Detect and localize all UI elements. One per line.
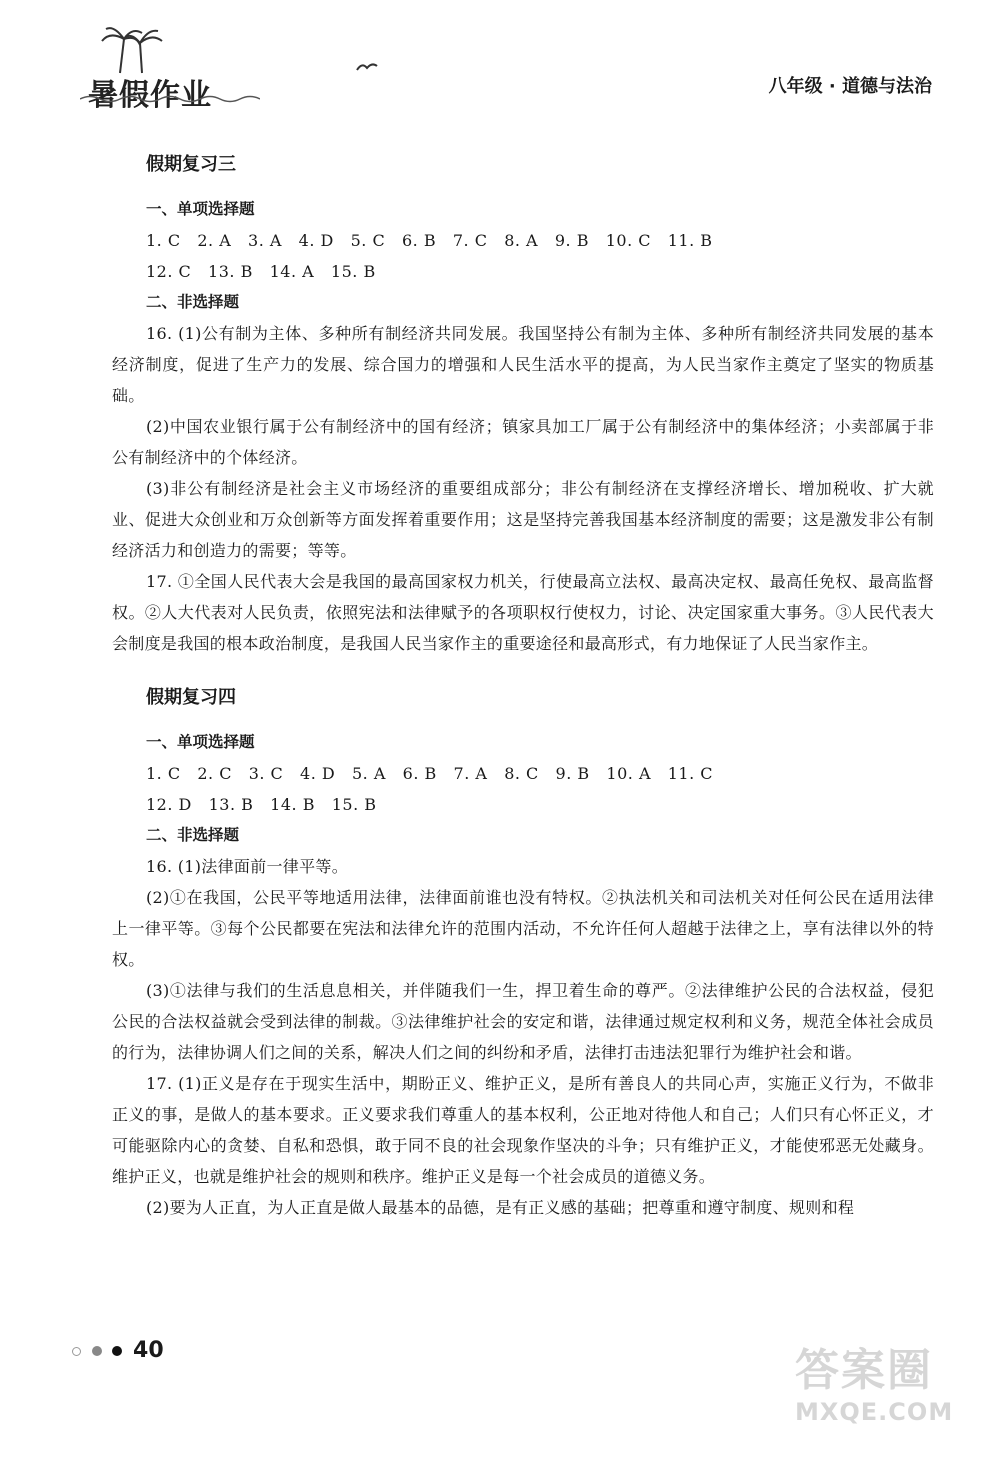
answer-paragraph: 16. (1)法律面前一律平等。 xyxy=(146,857,348,876)
answer-paragraph: (3)非公有制经济是社会主义市场经济的重要组成部分；非公有制经济在支撑经济增长、增加税收、扩大就业、促进大众创业和万众创新等方面发挥着重要作用；这是坚持完善我国基本经济制度的需要；这是激发非公有制经济活力和创造力的需要；等等。 xyxy=(112,479,934,560)
header-title: 八年级 · 道德与法治 xyxy=(768,76,932,97)
palm-tree-icon xyxy=(80,25,200,75)
open-label: 二、非选择题 xyxy=(146,293,240,311)
answer-paragraph: 17. ①全国人民代表大会是我国的最高国家权力机关，行使最高立法权、最高决定权、最高任免权、最高监督权。②人大代表对人民负责，依照宪法和法律赋予的各项职权行使权力，讨论、决定国家重大事务。③人民代表大会制度是我国的根本政治制度，是我国人民当家作主的重要途径和最高形式，有力地保证了人民当家作主。 xyxy=(112,572,934,653)
answer-paragraph: 17. (1)正义是存在于现实生活中，期盼正义、维护正义，是所有善良人的共同心声，实施正义行为，不做非正义的事，是做人的基本要求。正义要求我们尊重人的基本权利，公正地对待他人和自己；人们只有心怀正义，才可能驱除内心的贪婪、自私和恐惧，敢于同不良的社会现象作坚决的斗争；只有维护正义，才能使邪恶无处藏身。维护正义，也就是维护社会的规则和秩序。维护正义是每一个社会成员的道德义务。 xyxy=(112,1074,934,1186)
mc-answers-line: 12. C 13. B 14. A 15. B xyxy=(146,262,376,281)
page-number: 40 xyxy=(133,1338,164,1363)
section-title: 假期复习四 xyxy=(146,687,236,708)
answer-paragraph: (2)①在我国，公民平等地适用法律，法律面前谁也没有特权。②执法机关和司法机关对任何公民在适用法律上一律平等。③每个公民都要在宪法和法律允许的范围内活动，不允许任何人超越于法律之上，享有法律以外的特权。 xyxy=(112,888,934,969)
answer-paragraph: (2)要为人正直，为人正直是做人最基本的品德，是有正义感的基础；把尊重和遵守制度、规则和程 xyxy=(146,1198,855,1217)
bird-icon xyxy=(355,60,379,74)
answer-content xyxy=(112,150,934,1223)
open-label: 二、非选择题 xyxy=(146,826,240,844)
watermark xyxy=(795,1345,953,1427)
watermark-cn: 答案圈 xyxy=(795,1345,933,1396)
answer-paragraph: 16. (1)公有制为主体、多种所有制经济共同发展。我国坚持公有制为主体、多种所有制经济共同发展的基本经济制度，促进了生产力的发展、综合国力的增强和人民生活水平的提高，为人民当家作主奠定了坚实的物质基础。 xyxy=(112,324,934,405)
page-footer xyxy=(72,1338,164,1363)
section-title: 假期复习三 xyxy=(146,154,236,175)
logo: 暑假作业 xyxy=(88,78,212,113)
dot-icon xyxy=(112,1346,122,1356)
mc-label: 一、单项选择题 xyxy=(146,200,255,218)
mc-answers-line: 1. C 2. C 3. C 4. D 5. A 6. B 7. A 8. C 9. B 10. A 11. C xyxy=(146,764,714,783)
answer-paragraph: (2)中国农业银行属于公有制经济中的国有经济；镇家具加工厂属于公有制经济中的集体经济；小卖部属于非公有制经济中的个体经济。 xyxy=(112,417,934,467)
mc-answers-line: 12. D 13. B 14. B 15. B xyxy=(146,795,377,814)
section-review-3 xyxy=(112,150,934,659)
answer-paragraph: (3)①法律与我们的生活息息相关，并伴随我们一生，捍卫着生命的尊严。②法律维护公民的合法权益，侵犯公民的合法权益就会受到法律的制裁。③法律维护社会的安定和谐，法律通过规定权利和义务，规范全体社会成员的行为，法律协调人们之间的关系，解决人们之间的纠纷和矛盾，法律打击违法犯罪行为维护社会和谐。 xyxy=(112,981,934,1062)
mc-answers-line: 1. C 2. A 3. A 4. D 5. C 6. B 7. C 8. A 9. B 10. C 11. B xyxy=(146,231,713,250)
mc-label: 一、单项选择题 xyxy=(146,733,255,751)
watermark-en: MXQE.COM xyxy=(795,1398,954,1426)
section-review-4 xyxy=(112,683,934,1223)
dot-icon xyxy=(92,1346,102,1356)
page-header xyxy=(0,0,1000,113)
wave-line xyxy=(80,94,260,104)
dot-icon xyxy=(72,1347,81,1356)
